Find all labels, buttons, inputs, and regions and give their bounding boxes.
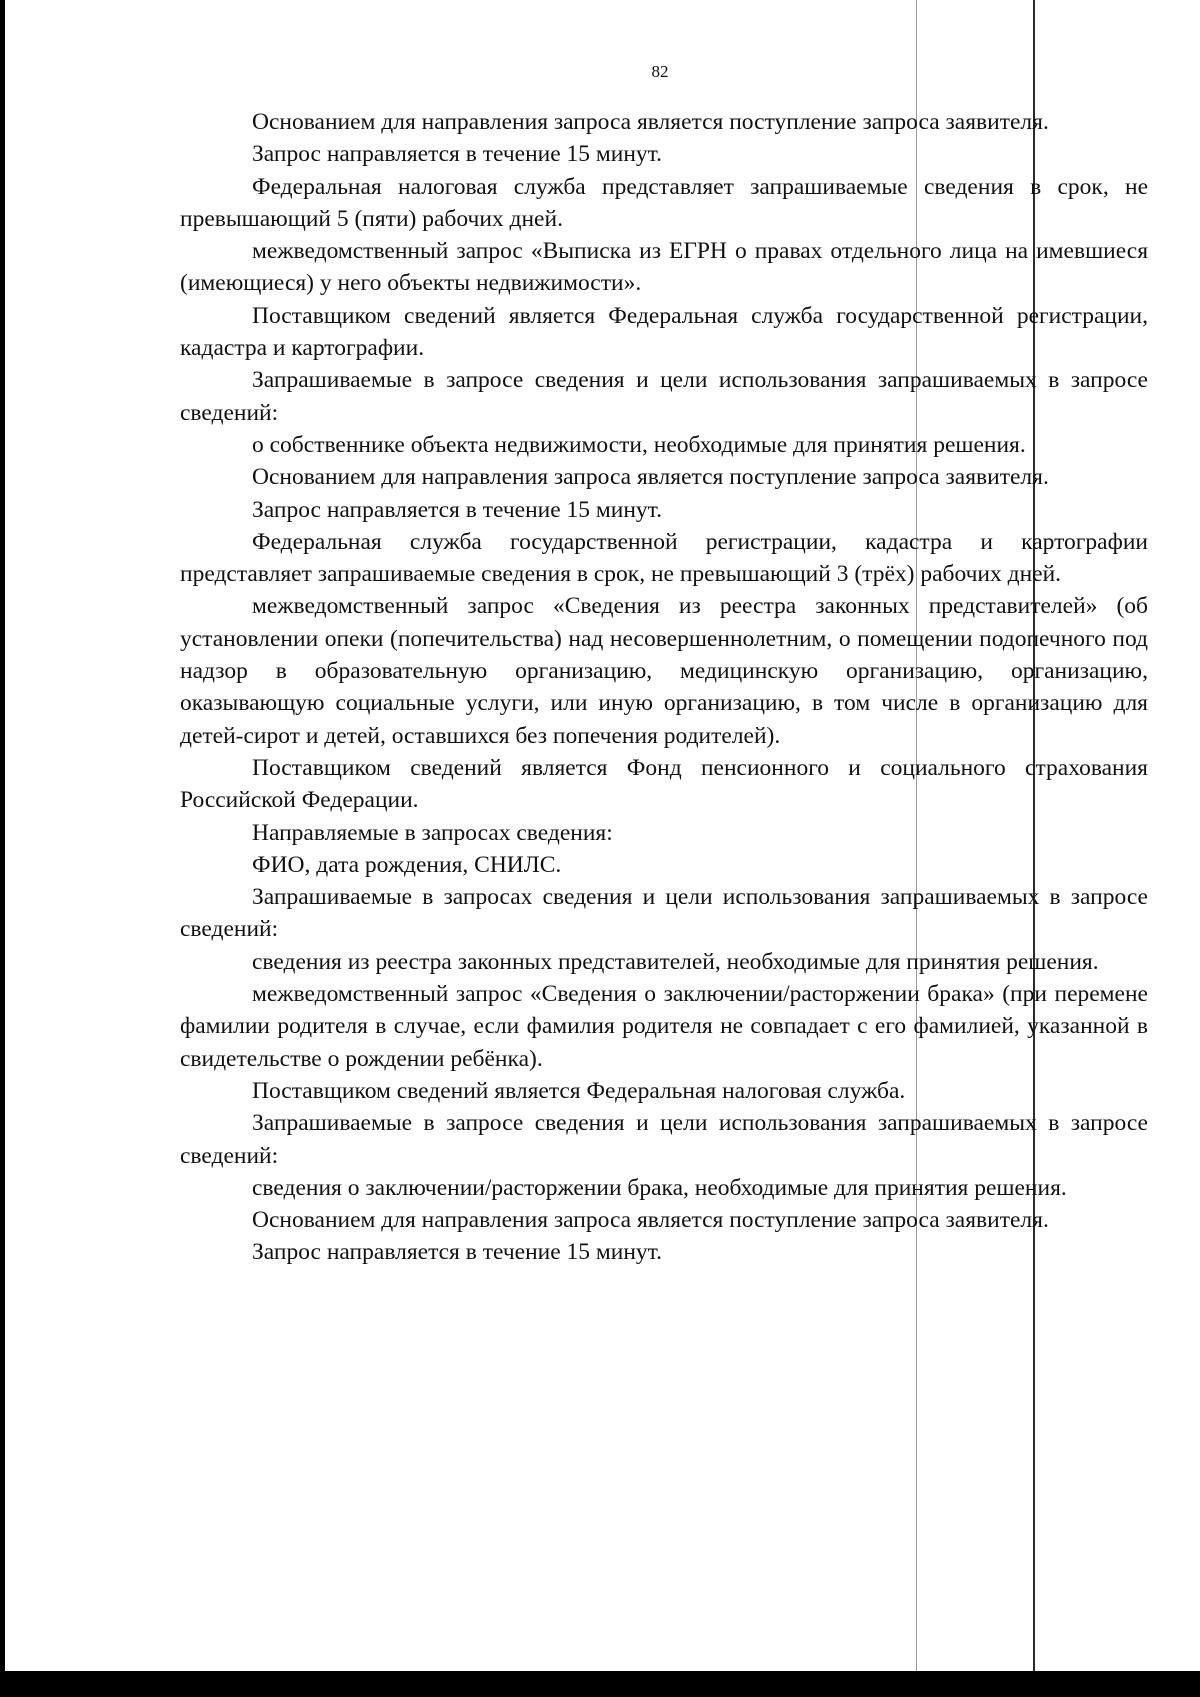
paragraph: межведомственный запрос «Сведения о заключении/расторжении брака» (при перемене фамилии родителя в случае, если фамилия родителя не совпадает с его фамилией, указанной в свидетельстве о рождении ребёнка). [180,981,1148,1072]
paragraph: сведения из реестра законных представителей, необходимые для принятия решения. [252,948,1099,975]
document-body [180,106,1148,1269]
paragraph: Основанием для направления запроса является поступление запроса заявителя. [252,464,1049,491]
paragraph: Запрос направляется в течение 15 минут. [252,141,663,168]
paragraph: сведения о заключении/расторжении брака, необходимые для принятия решения. [252,1174,1067,1201]
scan-border-left [0,0,5,1697]
paragraph: межведомственный запрос «Сведения из реестра законных представителей» (об установлении опеки (попечительства) над несовершеннолетним, о помещении подопечного под надзор в образовательную организацию, медицинскую организацию, организацию, оказывающую социальные услуги, или иную организацию, в том числе в организацию для детей-сирот и детей, оставшихся без попечения родителей). [180,593,1148,749]
paragraph: ФИО, дата рождения, СНИЛС. [252,851,562,878]
paragraph: Запрос направляется в течение 15 минут. [252,496,663,523]
paragraph: Основанием для направления запроса является поступление запроса заявителя. [252,109,1049,135]
paragraph: Поставщиком сведений является Федеральная служба государственной регистрации, кадастра и картографии. [180,302,1148,362]
paragraph: Запрашиваемые в запросе сведения и цели использования запрашиваемых в запросе сведений: [180,367,1148,426]
paragraph: Федеральная налоговая служба представляет запрашиваемые сведения в срок, не превышающий 5 (пяти) рабочих дней. [180,173,1148,232]
paragraph: Федеральная служба государственной регистрации, кадастра и картографии представляет запрашиваемые сведения в срок, не превышающий 3 (трёх) рабочих дней. [180,528,1148,588]
paragraph: Поставщиком сведений является Федеральная налоговая служба. [252,1077,906,1104]
scan-border-bottom [0,1671,1200,1697]
paragraph: о собственнике объекта недвижимости, необходимые для принятия решения. [252,431,1026,458]
paragraph: Поставщиком сведений является Фонд пенсионного и социального страхования Российской Федерации. [180,754,1148,814]
paragraph: Запрашиваемые в запросе сведения и цели использования запрашиваемых в запросе сведений: [180,1110,1148,1169]
paragraph: межведомственный запрос «Выписка из ЕГРН о правах отдельного лица на имевшиеся (имеющиеся) у него объекты недвижимости». [180,238,1148,297]
paragraph: Направляемые в запросах сведения: [252,819,613,846]
paragraph: Запрос направляется в течение 15 минут. [252,1239,663,1266]
paragraph: Основанием для направления запроса является поступление запроса заявителя. [252,1207,1049,1234]
paragraph: Запрашиваемые в запросах сведения и цели использования запрашиваемых в запросе сведений: [180,884,1148,943]
page-number: 82 [651,62,669,81]
